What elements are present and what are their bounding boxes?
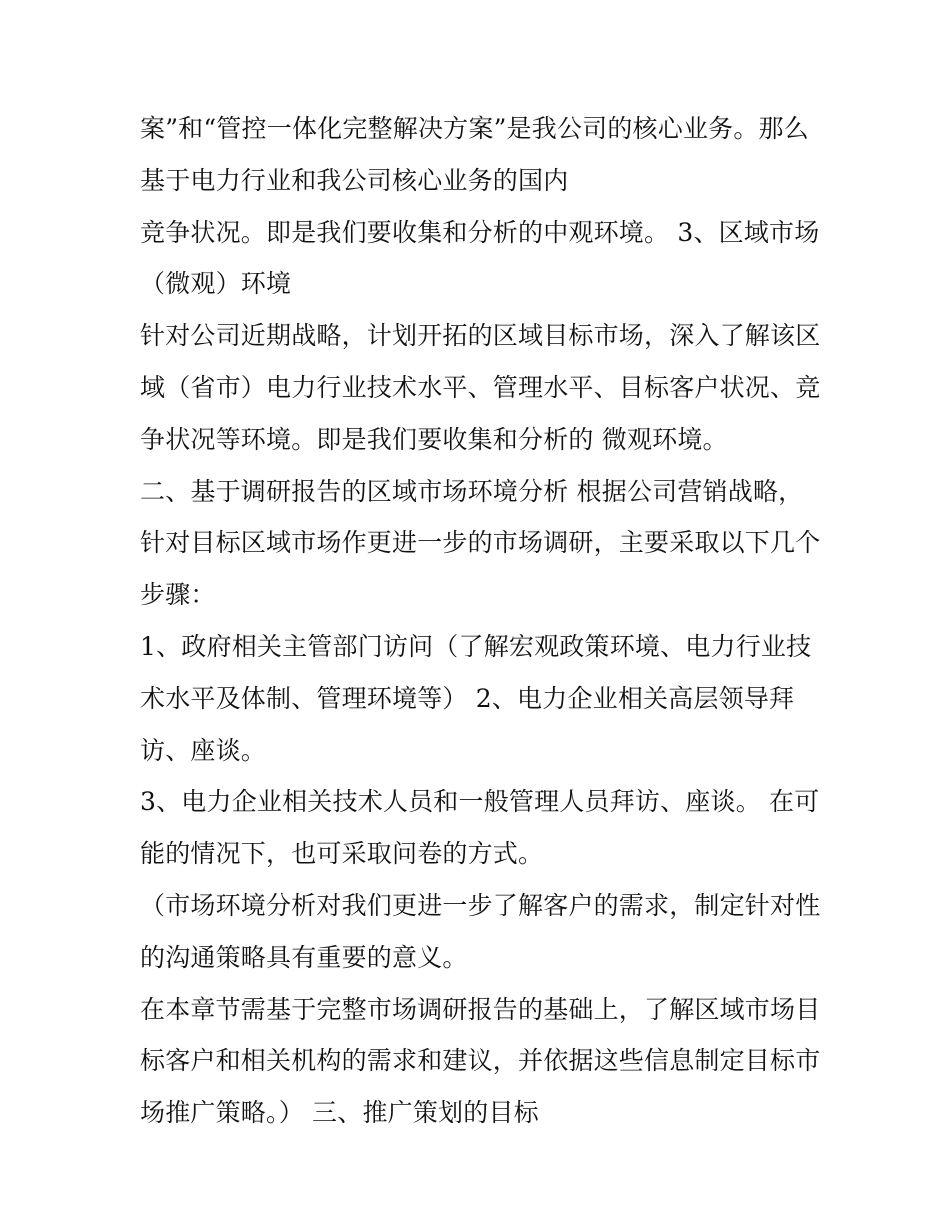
text-line: 竞争状况。即是我们要收集和分析的中观环境。 3、区域市场	[140, 217, 820, 247]
list-item-line: 3、电力企业相关技术人员和一般管理人员拜访、座谈。 在可	[140, 787, 820, 817]
list-item-line: 1、政府相关主管部门访问（了解宏观政策环境、电力行业技	[140, 631, 812, 661]
section-heading-line: 场推广策略。） 三、推广策划的目标	[140, 1098, 539, 1128]
text-line: 的沟通策略具有重要的意义。	[140, 942, 468, 972]
list-item-line: 术水平及体制、管理环境等） 2、电力企业相关高层领导拜	[140, 683, 795, 713]
text-line: 标客户和相关机构的需求和建议，并依据这些信息制定目标市	[140, 1046, 821, 1076]
text-line: 案”和“管控一体化完整解决方案”是我公司的核心业务。那么	[140, 114, 809, 143]
text-line: 针对目标区域市场作更进一步的市场调研，主要采取以下几个	[140, 528, 821, 558]
body-text	[140, 103, 830, 1139]
text-line: 基于电力行业和我公司核心业务的国内	[140, 165, 569, 195]
text-line: 在本章节需基于完整市场调研报告的基础上，了解区域市场目	[140, 994, 821, 1024]
text-line: （市场环境分析对我们更进一步了解客户的需求，制定针对性	[140, 890, 821, 920]
text-line: 域（省市）电力行业技术水平、管理水平、目标客户状况、竞	[140, 372, 821, 402]
section-heading-line: 二、基于调研报告的区域市场环境分析 根据公司营销战略，	[140, 476, 804, 506]
text-line: 能的情况下，也可采取问卷的方式。	[140, 839, 544, 869]
text-line: 争状况等环境。即是我们要收集和分析的 微观环境。	[140, 424, 728, 454]
text-line: 针对公司近期战略，计划开拓的区域目标市场，深入了解该区	[140, 321, 821, 351]
text-line: （微观）环境	[140, 269, 292, 299]
text-line: 步骤：	[140, 580, 216, 610]
list-item-line: 访、座谈。	[140, 735, 267, 765]
